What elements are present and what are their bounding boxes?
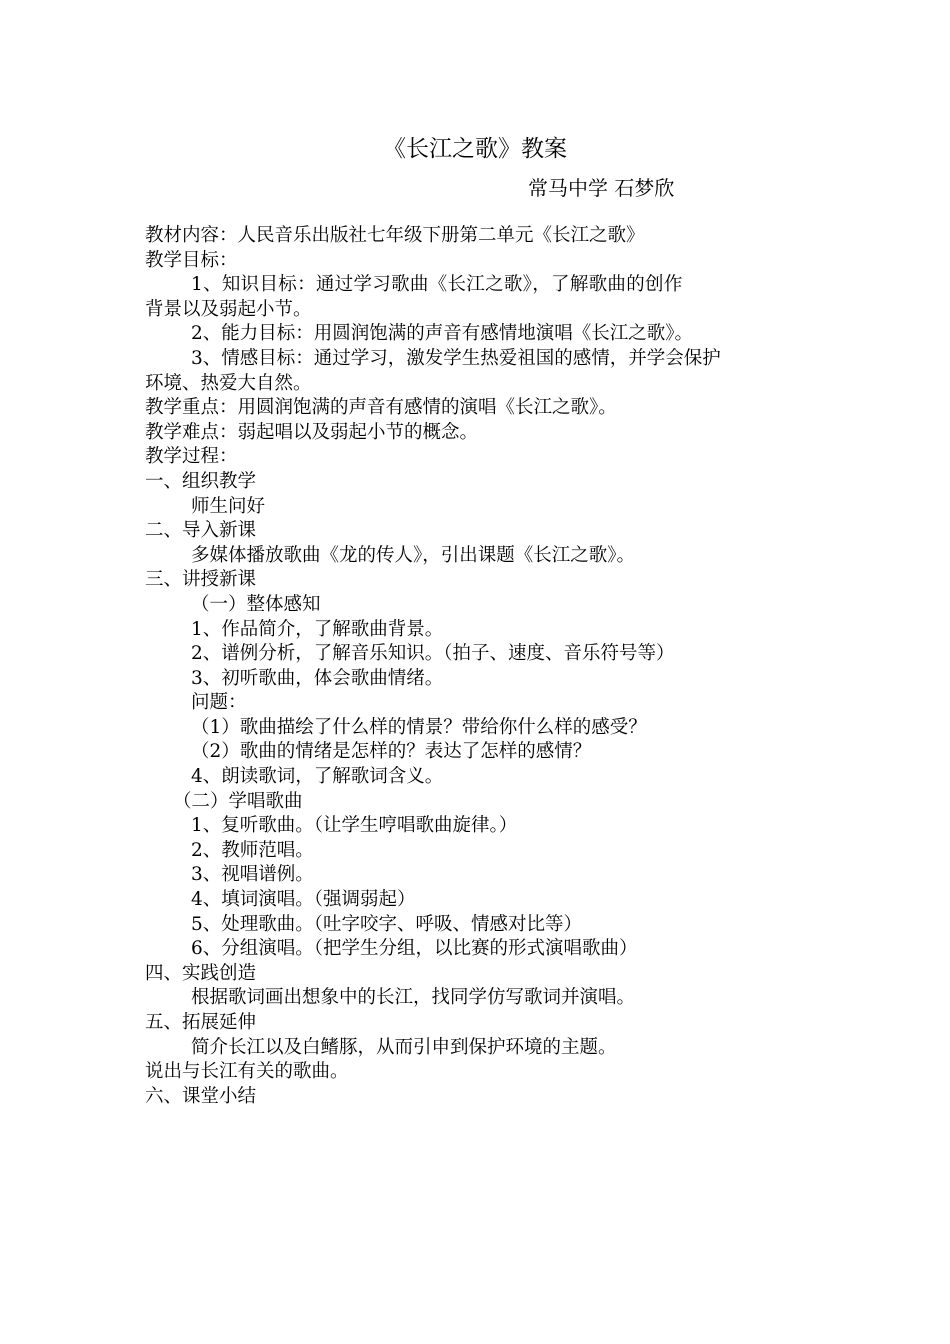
subsection-heading: （一）整体感知 [191, 593, 321, 615]
section-item: 1、作品简介，了解歌曲背景。 [191, 618, 444, 640]
process-heading: 教学过程： [145, 446, 238, 468]
objective-emotion: 3、情感目标：通过学习，激发学生热爱祖国的感情，并学会保护 [191, 347, 721, 369]
section-heading: 四、实践创造 [145, 962, 257, 984]
textbook-line: 教材内容：人民音乐出版社七年级下册第二单元《长江之歌》 [145, 225, 645, 246]
key-point: 教学重点：用圆润饱满的声音有感情的演唱《长江之歌》。 [145, 397, 617, 419]
section-item: 2、教师范唱。 [191, 839, 314, 861]
section-heading: 六、课堂小结 [145, 1085, 257, 1107]
section-item: 3、视唱谱例。 [191, 864, 314, 886]
section-item: 5、处理歌曲。（吐字咬字、呼吸、情感对比等） [191, 913, 583, 935]
section-item: 6、分组演唱。（把学生分组，以比赛的形式演唱歌曲） [191, 938, 638, 960]
section-item: 问题： [191, 692, 247, 714]
objective-emotion-cont: 环境、热爱大自然。 [145, 372, 312, 394]
section-item: 4、朗读歌词，了解歌词含义。 [191, 766, 444, 788]
objective-knowledge: 1、知识目标：通过学习歌曲《长江之歌》，了解歌曲的创作 [191, 274, 683, 296]
document-author: 常马中学 石梦欣 [528, 176, 675, 200]
section-item: （2）歌曲的情绪是怎样的？表达了怎样的感情？ [191, 741, 592, 763]
objective-knowledge-cont: 背景以及弱起小节。 [145, 298, 312, 320]
document-body [145, 224, 810, 1109]
section-item-cont: 说出与长江有关的歌曲。 [145, 1061, 349, 1083]
section-heading: 一、组织教学 [145, 470, 257, 492]
section-item: 简介长江以及白鳍豚，从而引申到保护环境的主题。 [191, 1036, 617, 1058]
difficult-point: 教学难点：弱起唱以及弱起小节的概念。 [145, 421, 479, 443]
section-item: （1）歌曲描绘了什么样的情景？带给你什么样的感受？ [191, 716, 647, 738]
section-item: 多媒体播放歌曲《龙的传人》，引出课题《长江之歌》。 [191, 544, 636, 566]
section-item: 2、谱例分析，了解音乐知识。（拍子、速度、音乐符号等） [191, 643, 675, 665]
objective-ability: 2、能力目标：用圆润饱满的声音有感情地演唱《长江之歌》。 [191, 323, 694, 345]
section-heading: 二、导入新课 [145, 520, 257, 542]
section-item: 师生问好 [191, 495, 266, 517]
section-item: 3、初听歌曲，体会歌曲情绪。 [191, 667, 444, 689]
subsection-heading: （二）学唱歌曲 [173, 790, 303, 812]
section-heading: 三、讲授新课 [145, 569, 257, 591]
section-item: 4、填词演唱。（强调弱起） [191, 889, 416, 911]
document-title: 《长江之歌》教案 [383, 136, 567, 162]
section-item: 根据歌词画出想象中的长江，找同学仿写歌词并演唱。 [191, 987, 636, 1009]
section-item: 1、复听歌曲。（让学生哼唱歌曲旋律。） [191, 815, 518, 837]
section-heading: 五、拓展延伸 [145, 1012, 257, 1033]
objectives-heading: 教学目标： [145, 249, 238, 271]
